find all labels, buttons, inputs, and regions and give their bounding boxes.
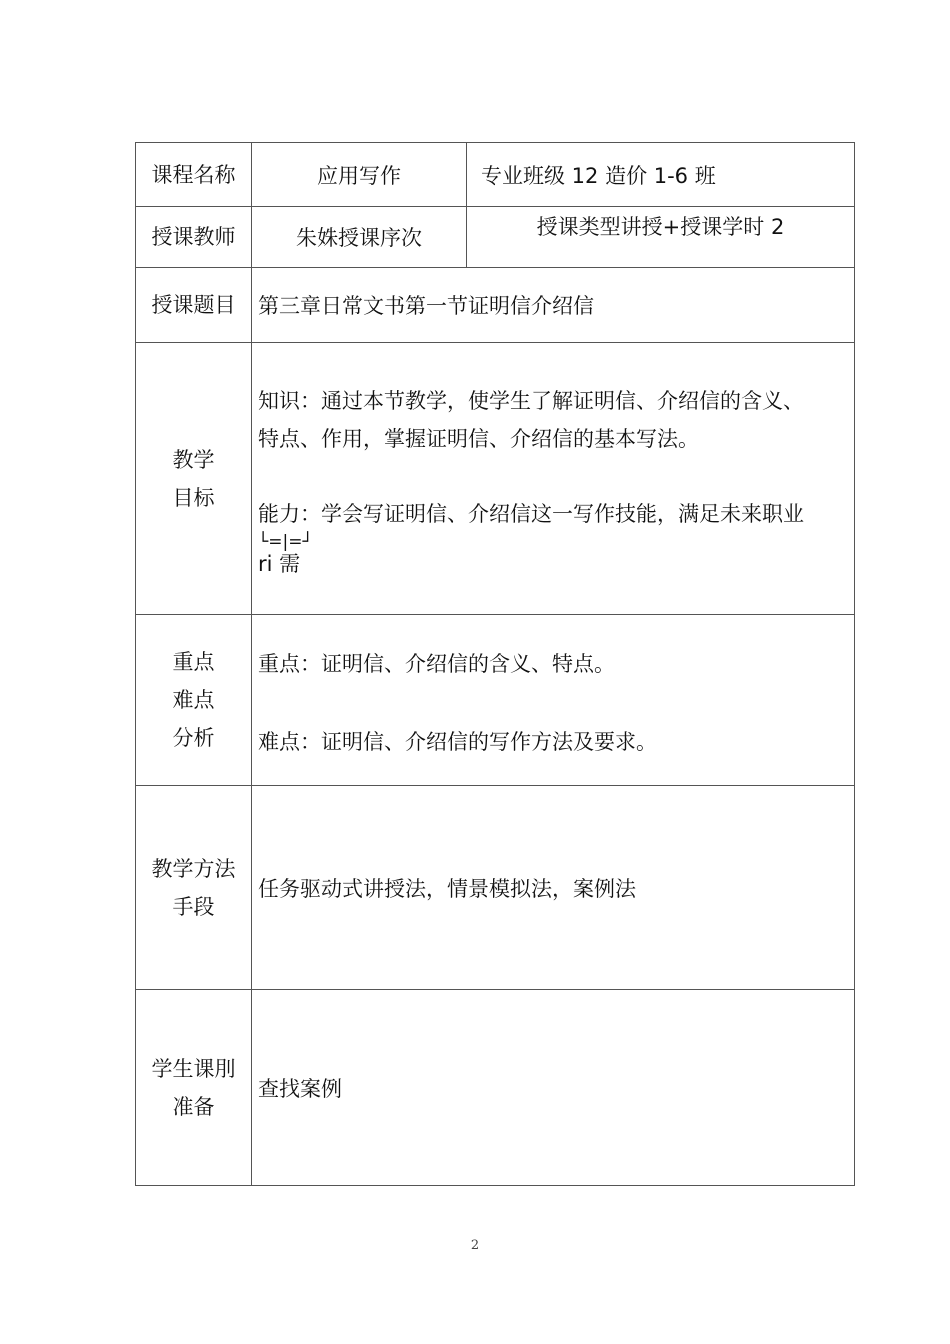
key-points-content xyxy=(252,615,855,786)
course-name-value: 应用写作 xyxy=(252,143,467,207)
methods-content: 任务驱动式讲授法，情景模拟法，案例法 xyxy=(252,786,855,990)
topic-value: 第三章日常文书第一节证明信介绍信 xyxy=(252,268,855,343)
knowledge-line-1: 知识：通过本节教学，使学生了解证明信、介绍信的含义、 xyxy=(258,389,804,413)
row-preparation xyxy=(136,990,855,1186)
teacher-value: 朱姝授课序次 xyxy=(252,207,467,268)
objectives-content xyxy=(252,343,855,615)
course-name-label: 课程名称 xyxy=(136,143,252,207)
page-number: 2 xyxy=(470,1238,480,1253)
lesson-type-info: 授课类型讲授+授课学时 2 xyxy=(467,207,855,268)
row-methods xyxy=(136,786,855,990)
methods-label: 教学方法 手段 xyxy=(136,786,252,990)
ability-line-3: ri 需 xyxy=(258,552,301,576)
objectives-label: 教学 目标 xyxy=(136,343,252,615)
topic-label: 授课题目 xyxy=(136,268,252,343)
preparation-content: 查找案例 xyxy=(252,990,855,1186)
teacher-label: 授课教师 xyxy=(136,207,252,268)
difficulty-text: 难点：证明信、介绍信的写作方法及要求。 xyxy=(258,730,657,754)
row-topic xyxy=(136,268,855,343)
preparation-label: 学生课刖 准备 xyxy=(136,990,252,1186)
row-course xyxy=(136,143,855,207)
row-teacher xyxy=(136,207,855,268)
row-objectives xyxy=(136,343,855,615)
key-points-label: 重点 难点 分析 xyxy=(136,615,252,786)
class-info: 专业班级 12 造价 1-6 班 xyxy=(467,143,855,207)
key-point-text: 重点：证明信、介绍信的含义、特点。 xyxy=(258,652,615,676)
lesson-plan-table xyxy=(135,142,855,1186)
knowledge-line-2: 特点、作用，掌握证明信、介绍信的基本写法。 xyxy=(258,427,699,451)
row-key-points xyxy=(136,615,855,786)
ability-line-1: 能力：学会写证明信、介绍信这一写作技能，满足未来职业 xyxy=(258,502,804,526)
ability-line-2: └=|=┘ xyxy=(258,532,313,552)
